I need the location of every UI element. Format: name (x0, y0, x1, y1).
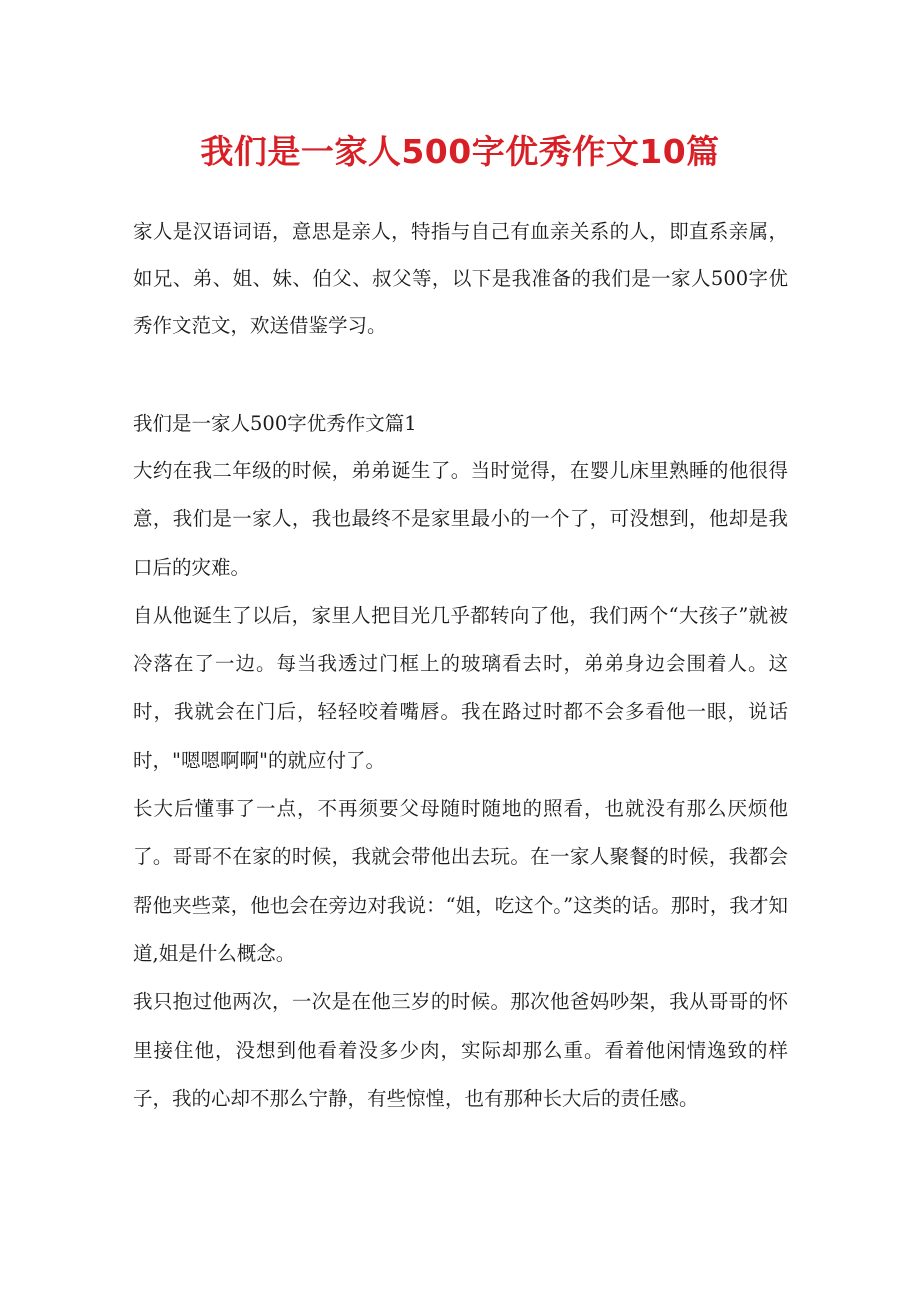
essay-paragraph: 长大后懂事了一点，不再须要父母随时随地的照看，也就没有那么厌烦他了。哥哥不在家的时候，我就会带他出去玩。在一家人聚餐的时候，我都会帮他夹些菜，他也会在旁边对我说：“姐，吃这个。”这类的话。那时，我才知道,姐是什么概念。 (133, 797, 788, 965)
essay-paragraph: 自从他诞生了以后，家里人把目光几乎都转向了他，我们两个“大孩子”就被冷落在了一边。每当我透过门框上的玻璃看去时，弟弟身边会围着人。这时，我就会在门后，轻轻咬着嘴唇。我在路过时都不会多看他一眼，说话时，"嗯嗯啊啊"的就应付了。 (133, 603, 788, 772)
essay-body (133, 447, 788, 1123)
section-heading: 我们是一家人500字优秀作文篇1 (133, 412, 417, 435)
document-title: 我们是一家人500字优秀作文10篇 (200, 132, 720, 171)
intro-paragraph: 家人是汉语词语，意思是亲人，特指与自己有血亲关系的人，即直系亲属，如兄、弟、姐、妹、伯父、叔父等，以下是我准备的我们是一家人500字优秀作文范文，欢送借鉴学习。 (133, 220, 788, 337)
essay-paragraph: 大约在我二年级的时候，弟弟诞生了。当时觉得，在婴儿床里熟睡的他很得意，我们是一家人，我也最终不是家里最小的一个了，可没想到，他却是我口后的灾难。 (133, 459, 788, 579)
essay-paragraph: 我只抱过他两次，一次是在他三岁的时候。那次他爸妈吵架，我从哥哥的怀里接住他，没想到他看着没多少肉，实际却那么重。看着他闲情逸致的样子，我的心却不那么宁静，有些惊惶，也有那种长大后的责任感。 (133, 990, 788, 1110)
